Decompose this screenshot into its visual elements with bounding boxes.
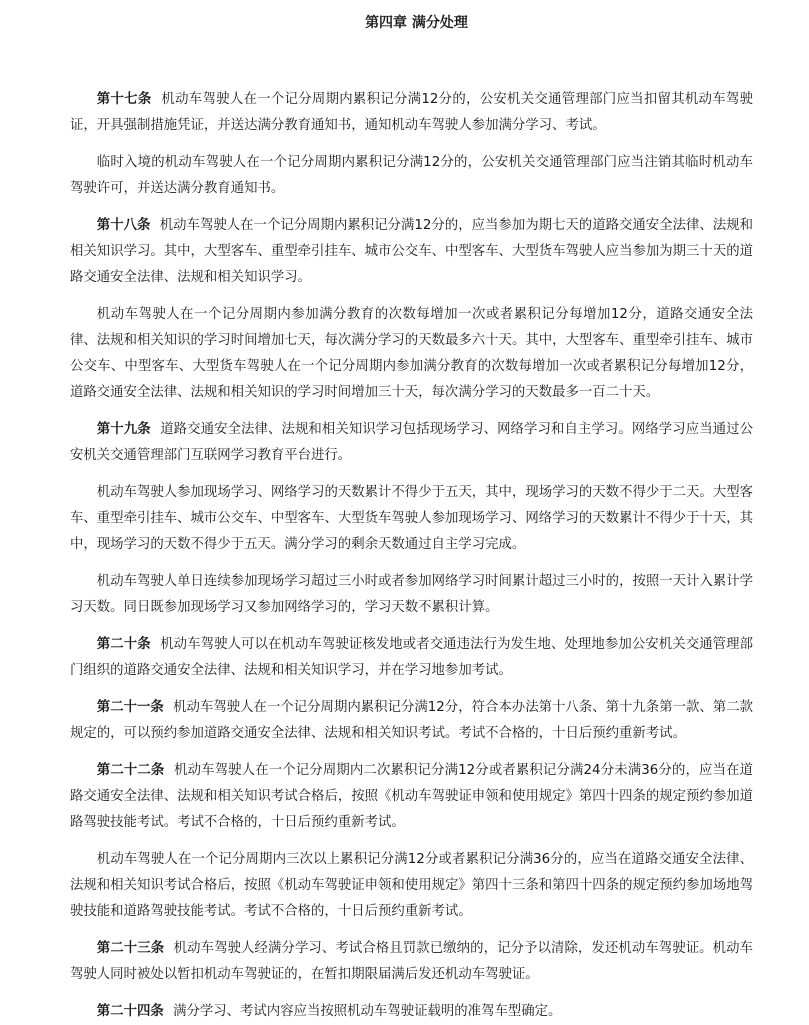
article-number: 第二十二条 [96, 763, 165, 778]
paragraph-article-22-clause-2 [70, 847, 753, 925]
paragraph-article-24 [70, 999, 753, 1025]
paragraph-article-20 [70, 632, 753, 684]
paragraph-article-19-clause-3 [70, 569, 753, 621]
article-number: 第二十条 [96, 637, 151, 652]
article-number: 第十七条 [96, 92, 152, 107]
paragraph-article-21 [70, 695, 753, 747]
paragraph-text: 机动车驾驶人在一个记分周期内累积记分满12分，符合本办法第十八条、第十九条第一款、第二款规定的，可以预约参加道路交通安全法律、法规和相关知识考试。考试不合格的，十日后预约重新考试。 [70, 700, 754, 741]
paragraph-article-17-clause-2 [70, 150, 753, 202]
paragraph-text: 临时入境的机动车驾驶人在一个记分周期内累积记分满12分的，公安机关交通管理部门应当注销其临时机动车驾驶许可，并送达满分教育通知书。 [70, 155, 753, 196]
paragraph-text: 机动车驾驶人可以在机动车驾驶证核发地或者交通违法行为发生地、处理地参加公安机关交通管理部门组织的道路交通安全法律、法规和相关知识学习，并在学习地参加考试。 [70, 637, 754, 678]
paragraph-text: 机动车驾驶人在一个记分周期内三次以上累积记分满12分或者累积记分满36分的，应当在道路交通安全法律、法规和相关知识考试合格后，按照《机动车驾驶证申领和使用规定》第四十三条和第四十四条的规定预约参加场地驾驶技能和道路驾驶技能考试。考试不合格的，十日后预约重新考试。 [70, 852, 753, 919]
paragraph-text: 机动车驾驶人经满分学习、考试合格且罚款已缴纳的，记分予以清除，发还机动车驾驶证。机动车驾驶人同时被处以暂扣机动车驾驶证的，在暂扣期限届满后发还机动车驾驶证。 [70, 941, 754, 982]
article-number: 第二十四条 [96, 1004, 164, 1019]
paragraph-text: 机动车驾驶人参加现场学习、网络学习的天数累计不得少于五天，其中，现场学习的天数不得少于二天。大型客车、重型牵引挂车、城市公交车、中型客车、大型货车驾驶人参加现场学习、网络学习的天数累计不得少于十天，其中，现场学习的天数不得少于五天。满分学习的剩余天数通过自主学习完成。 [70, 485, 753, 552]
article-number: 第十八条 [96, 218, 151, 233]
paragraph-article-22 [70, 758, 753, 836]
paragraph-text: 满分学习、考试内容应当按照机动车驾驶证载明的准驾车型确定。 [173, 1004, 562, 1019]
chapter-title: 第四章 满分处理 [365, 15, 468, 31]
article-number: 第二十一条 [96, 700, 164, 715]
paragraph-text: 机动车驾驶人在一个记分周期内累积记分满12分的，应当参加为期七天的道路交通安全法律、法规和相关知识学习。其中，大型客车、重型牵引挂车、城市公交车、中型客车、大型货车驾驶人应当参加为期三十天的道路交通安全法律、法规和相关知识学习。 [70, 218, 753, 285]
paragraph-text: 机动车驾驶人在一个记分周期内参加满分教育的次数每增加一次或者累积记分每增加12分，道路交通安全法律、法规和相关知识的学习时间增加七天，每次满分学习的天数最多六十天。其中，大型客车、重型牵引挂车、城市公交车、中型客车、大型货车驾驶人在一个记分周期内参加满分教育的次数每增加一次或者累积记分每增加12分，道路交通安全法律、法规和相关知识的学习时间增加三十天，每次满分学习的天数最多一百二十天。 [70, 307, 753, 400]
paragraph-text: 道路交通安全法律、法规和相关知识学习包括现场学习、网络学习和自主学习。网络学习应当通过公安机关交通管理部门互联网学习教育平台进行。 [70, 422, 754, 463]
paragraph-article-18-clause-2 [70, 302, 753, 406]
paragraph-text: 机动车驾驶人在一个记分周期内二次累积记分满12分或者累积记分满24分未满36分的，应当在道路交通安全法律、法规和相关知识考试合格后，按照《机动车驾驶证申领和使用规定》第四十四条的规定预约参加道路驾驶技能考试。考试不合格的，十日后预约重新考试。 [70, 763, 754, 830]
paragraph-article-23 [70, 936, 753, 988]
article-number: 第二十三条 [96, 941, 165, 956]
paragraph-article-19-clause-2 [70, 480, 753, 558]
paragraph-article-18 [70, 213, 753, 291]
paragraph-text: 机动车驾驶人单日连续参加现场学习超过三小时或者参加网络学习时间累计超过三小时的，按照一天计入累计学习天数。同日既参加现场学习又参加网络学习的，学习天数不累积计算。 [70, 574, 753, 615]
paragraph-article-17 [70, 87, 753, 139]
paragraph-article-19 [70, 417, 753, 469]
article-number: 第十九条 [96, 422, 151, 437]
paragraph-text: 机动车驾驶人在一个记分周期内累积记分满12分的，公安机关交通管理部门应当扣留其机动车驾驶证，开具强制措施凭证，并送达满分教育通知书，通知机动车驾驶人参加满分学习、考试。 [70, 92, 753, 133]
